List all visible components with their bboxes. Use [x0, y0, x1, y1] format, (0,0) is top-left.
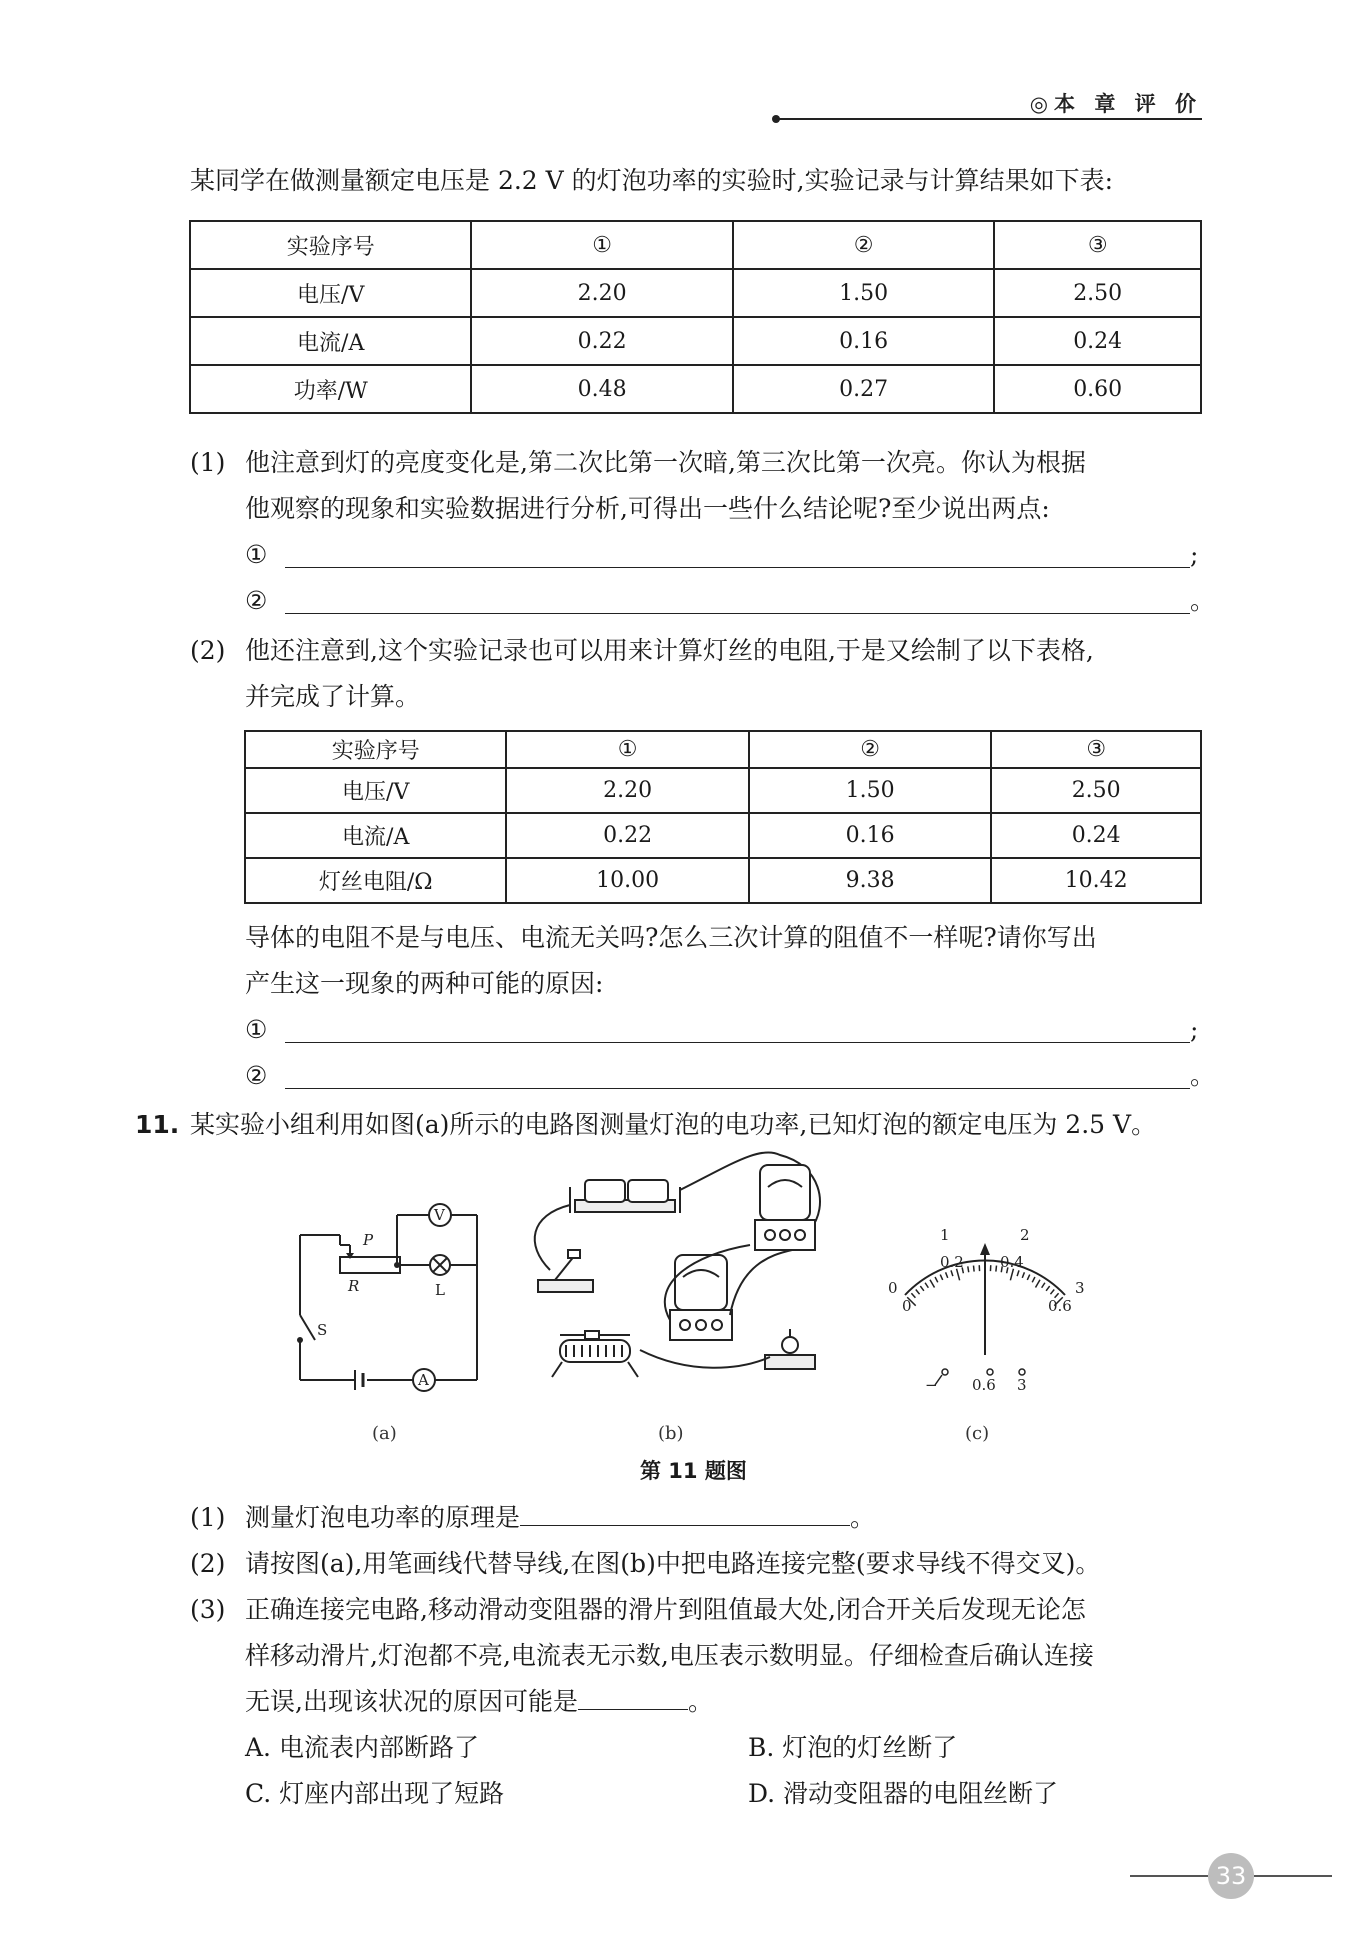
dial-tick — [996, 1266, 997, 1272]
table-cell: 1.50 — [749, 768, 991, 813]
blank-end: ; — [1190, 1015, 1199, 1044]
q1-line1: 他注意到灯的亮度变化是,第二次比第一次暗,第三次比第一次亮。你认为根据 — [245, 448, 1086, 477]
q2b-answer-blank-2[interactable] — [245, 1053, 1216, 1099]
table-cell: 功率/W — [190, 365, 471, 413]
q1-answer-blank-1[interactable] — [245, 532, 1210, 578]
table-cell: 实验序号 — [245, 731, 506, 768]
table-cell: 2.50 — [994, 269, 1201, 317]
header-rule — [776, 118, 1202, 120]
dial-tick — [925, 1283, 928, 1288]
dial-tick — [1050, 1290, 1054, 1295]
sub1-text: 测量灯泡电功率的原理是 — [245, 1503, 521, 1532]
blank-marker: ② — [245, 1061, 268, 1090]
table-cell: 灯丝电阻/Ω — [245, 858, 506, 903]
option-d[interactable]: D. 滑动变阻器的电阻丝断了 — [748, 1779, 1059, 1808]
answer-line — [285, 613, 1190, 614]
figure-caption-a: (a) — [372, 1423, 397, 1444]
physical-circuit-drawing — [530, 1145, 840, 1390]
table-cell: ③ — [991, 731, 1201, 768]
figure-caption-c: (c) — [965, 1423, 990, 1444]
dial-tick — [974, 1266, 975, 1272]
intro-text: 某同学在做测量额定电压是 2.2 V 的灯泡功率的实验时,实验记录与计算结果如下表: — [190, 166, 1114, 195]
dial-tick — [1036, 1280, 1041, 1288]
lower-scale-label: 0.6 — [1048, 1297, 1072, 1315]
voltmeter-label: V — [434, 1206, 445, 1224]
q2b-line1: 导体的电阻不是与电压、电流无关吗?怎么三次计算的阻值不一样呢?请你写出 — [245, 923, 1097, 952]
option-b[interactable]: B. 灯泡的灯丝断了 — [748, 1733, 958, 1762]
lower-scale-label: 0.4 — [1000, 1253, 1024, 1271]
answer-line — [285, 1088, 1190, 1089]
dial-tick — [1027, 1275, 1029, 1280]
sub1-answer-blank[interactable] — [520, 1495, 850, 1526]
table-cell: 0.48 — [471, 365, 732, 413]
option-a[interactable]: A. 电流表内部断路了 — [245, 1733, 479, 1762]
footer-rule-right — [1254, 1875, 1332, 1877]
meter-terminal-label: 3 — [1017, 1376, 1027, 1394]
meter-dial — [870, 1215, 1100, 1395]
dial-tick — [1042, 1283, 1045, 1288]
lower-scale-label: 0 — [902, 1297, 912, 1315]
table-cell: ② — [749, 731, 991, 768]
table-cell: 9.38 — [749, 858, 991, 903]
lower-scale-label: 0.2 — [940, 1253, 964, 1271]
q11-number: 11. — [135, 1110, 180, 1139]
table-cell: ① — [506, 731, 749, 768]
sub1-line — [245, 1495, 875, 1541]
sub3-line3-text: 无误,出现该状况的原因可能是 — [245, 1687, 578, 1716]
table-cell: 电压/V — [245, 768, 506, 813]
table-cell: ① — [471, 221, 732, 269]
sub3-line3 — [245, 1679, 713, 1725]
table-row — [245, 731, 1201, 768]
switch-label: S — [317, 1321, 328, 1339]
table-cell: 0.16 — [733, 317, 994, 365]
table-row — [190, 221, 1201, 269]
table-cell: 10.42 — [991, 858, 1201, 903]
q2b-line2: 产生这一现象的两种可能的原因: — [245, 969, 604, 998]
upper-scale-label: 0 — [888, 1279, 898, 1297]
dial-tick — [935, 1277, 938, 1282]
table-cell: 0.24 — [991, 813, 1201, 858]
q1-answer-blank-2[interactable] — [245, 578, 1216, 624]
table-cell: 0.60 — [994, 365, 1201, 413]
table-cell: 电流/A — [190, 317, 471, 365]
dial-tick — [1017, 1270, 1019, 1276]
q2b-answer-blank-1[interactable] — [245, 1007, 1210, 1053]
sub2-text: 请按图(a),用笔画线代替导线,在图(b)中把电路连接完整(要求导线不得交叉)。 — [245, 1549, 1101, 1578]
resistance-table — [244, 730, 1202, 904]
option-c[interactable]: C. 灯座内部出现了短路 — [245, 1779, 505, 1808]
dial-tick — [916, 1290, 920, 1295]
table-cell: 2.50 — [991, 768, 1201, 813]
table-cell: 0.22 — [506, 813, 749, 858]
table-row — [190, 365, 1201, 413]
section-label: ◎本 章 评 价 — [1029, 92, 1202, 116]
dial-tick — [951, 1270, 953, 1276]
figure-title: 第 11 题图 — [640, 1459, 747, 1483]
table-row — [190, 269, 1201, 317]
page-number: 33 — [1208, 1853, 1254, 1899]
blank-marker: ② — [245, 586, 268, 615]
table-cell: 1.50 — [733, 269, 994, 317]
table-cell: ③ — [994, 221, 1201, 269]
sub3-line3-end: 。 — [687, 1687, 713, 1716]
dial-tick — [1046, 1286, 1050, 1291]
upper-scale-label: 3 — [1075, 1279, 1085, 1297]
figure-caption-b: (b) — [658, 1423, 684, 1444]
sub2-number: (2) — [190, 1549, 226, 1578]
blank-marker: ① — [245, 540, 268, 569]
table-row — [190, 317, 1201, 365]
table-cell: 0.22 — [471, 317, 732, 365]
resistor-label: R — [348, 1277, 360, 1295]
table-cell: 0.16 — [749, 813, 991, 858]
blank-marker: ① — [245, 1015, 268, 1044]
blank-end: ; — [1190, 540, 1199, 569]
dial-tick — [968, 1266, 969, 1272]
table-cell: 0.27 — [733, 365, 994, 413]
power-table — [189, 220, 1202, 414]
q1-line2: 他观察的现象和实验数据进行分析,可得出一些什么结论呢?至少说出两点: — [245, 494, 1050, 523]
q1-number: (1) — [190, 448, 226, 477]
table-row — [245, 858, 1201, 903]
dial-tick — [920, 1286, 924, 1291]
slider-label: P — [363, 1231, 374, 1249]
table-cell: 实验序号 — [190, 221, 471, 269]
table-cell: 0.24 — [994, 317, 1201, 365]
table-cell: 电压/V — [190, 269, 471, 317]
table-cell: 2.20 — [506, 768, 749, 813]
dial-tick — [1032, 1277, 1035, 1282]
answer-line — [285, 1042, 1190, 1043]
circuit-diagram — [285, 1185, 495, 1400]
q11-text: 某实验小组利用如图(a)所示的电路图测量灯泡的电功率,已知灯泡的额定电压为 2.5 V。 — [190, 1110, 1157, 1139]
lamp-label: L — [435, 1281, 445, 1299]
table-row — [245, 813, 1201, 858]
dial-tick — [1022, 1272, 1024, 1278]
q2-number: (2) — [190, 636, 226, 665]
answer-line — [285, 567, 1190, 568]
dial-tick — [930, 1280, 935, 1288]
blank-end: 。 — [1190, 586, 1216, 615]
footer-rule-left — [1130, 1875, 1208, 1877]
sub1-number: (1) — [190, 1503, 226, 1532]
upper-scale-label: 1 — [940, 1226, 950, 1244]
sub3-answer-blank[interactable] — [578, 1679, 688, 1710]
table-cell: 10.00 — [506, 858, 749, 903]
dial-tick — [946, 1272, 948, 1278]
q2-line1: 他还注意到,这个实验记录也可以用来计算灯丝的电阻,于是又绘制了以下表格, — [245, 636, 1094, 665]
blank-end: 。 — [1190, 1061, 1216, 1090]
sub3-line1: 正确连接完电路,移动滑动变阻器的滑片到阻值最大处,闭合开关后发现无论怎 — [245, 1595, 1086, 1624]
sub1-end: 。 — [850, 1503, 876, 1532]
sub3-line2: 样移动滑片,灯泡都不亮,电流表无示数,电压表示数明显。仔细检查后确认连接 — [245, 1641, 1094, 1670]
table-cell: 2.20 — [471, 269, 732, 317]
ammeter-label: A — [418, 1371, 429, 1389]
table-cell: ② — [733, 221, 994, 269]
dial-tick — [911, 1293, 915, 1297]
meter-terminal-label: − — [925, 1376, 938, 1394]
table-row — [245, 768, 1201, 813]
q2-line2: 并完成了计算。 — [245, 682, 421, 711]
upper-scale-label: 2 — [1020, 1226, 1030, 1244]
table-cell: 电流/A — [245, 813, 506, 858]
dial-tick — [940, 1275, 942, 1280]
meter-terminal-label: 0.6 — [972, 1376, 996, 1394]
sub3-number: (3) — [190, 1595, 226, 1624]
